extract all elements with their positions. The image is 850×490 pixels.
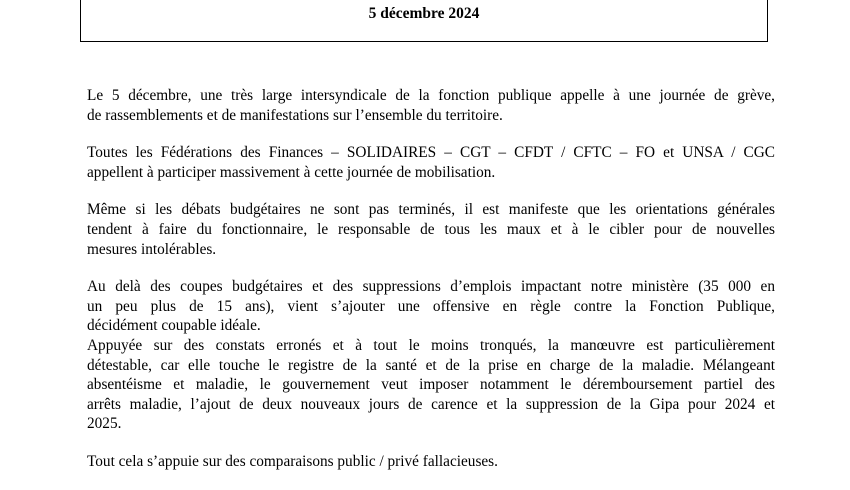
paragraph-comparisons xyxy=(87,452,775,472)
text-line: Toutes les Fédérations des Finances – SOLIDAIRES – CGT – CFDT / CFTC – FO et UNSA / CGC xyxy=(87,144,775,162)
text-line: arrêts maladie, l’ajout de deux nouveaux jours de carence et la suppression de la Gipa pour 2024 et xyxy=(87,395,775,413)
paragraph-budget-cuts xyxy=(87,277,775,336)
text-line: décidément coupable idéale. xyxy=(87,317,261,335)
text-line: Appuyée sur des constats erronés et à tout le moins tronqués, la manœuvre est particulièrement xyxy=(87,336,775,354)
text-line: de rassemblements et de manifestations sur l’ensemble du territoire. xyxy=(87,106,503,124)
text-line: appellent à participer massivement à cette journée de mobilisation. xyxy=(87,163,496,181)
text-line: Même si les débats budgétaires ne sont pas terminés, il est manifeste que les orientations générales xyxy=(87,201,775,219)
text-line: Le 5 décembre, une très large intersyndicale de la fonction publique appelle à une journée de grève, xyxy=(87,87,775,104)
paragraph-strike-call xyxy=(87,86,775,125)
text-line: détestable, car elle touche le registre de la santé et de la prise en charge de la maladie. Mélangeant xyxy=(87,356,775,374)
paragraph-federations xyxy=(87,143,775,182)
text-line: absentéisme et maladie, le gouvernement veut imposer notamment le déremboursement partiel des xyxy=(87,376,775,394)
paragraph-budget-debates xyxy=(87,200,775,259)
text-line: tendent à faire du fonctionnaire, le responsable de tous les maux et à le cibler pour de nouvelles xyxy=(87,220,775,238)
text-line: mesures intolérables. xyxy=(87,240,217,258)
document-body xyxy=(87,86,775,490)
text-line: Au delà des coupes budgétaires et des suppressions d’emplois impactant notre ministère (35 000 en xyxy=(87,278,775,296)
paragraph-health-measures xyxy=(87,336,775,434)
text-line: 2025. xyxy=(87,415,122,433)
text-line: Tout cela s’appuie sur des comparaisons public / privé fallacieuses. xyxy=(87,452,498,470)
header-box xyxy=(80,0,768,42)
text-line: un peu plus de 15 ans), vient s’ajouter une offensive en règle contre la Fonction Publique, xyxy=(87,297,775,315)
document-date: 5 décembre 2024 xyxy=(368,5,480,22)
